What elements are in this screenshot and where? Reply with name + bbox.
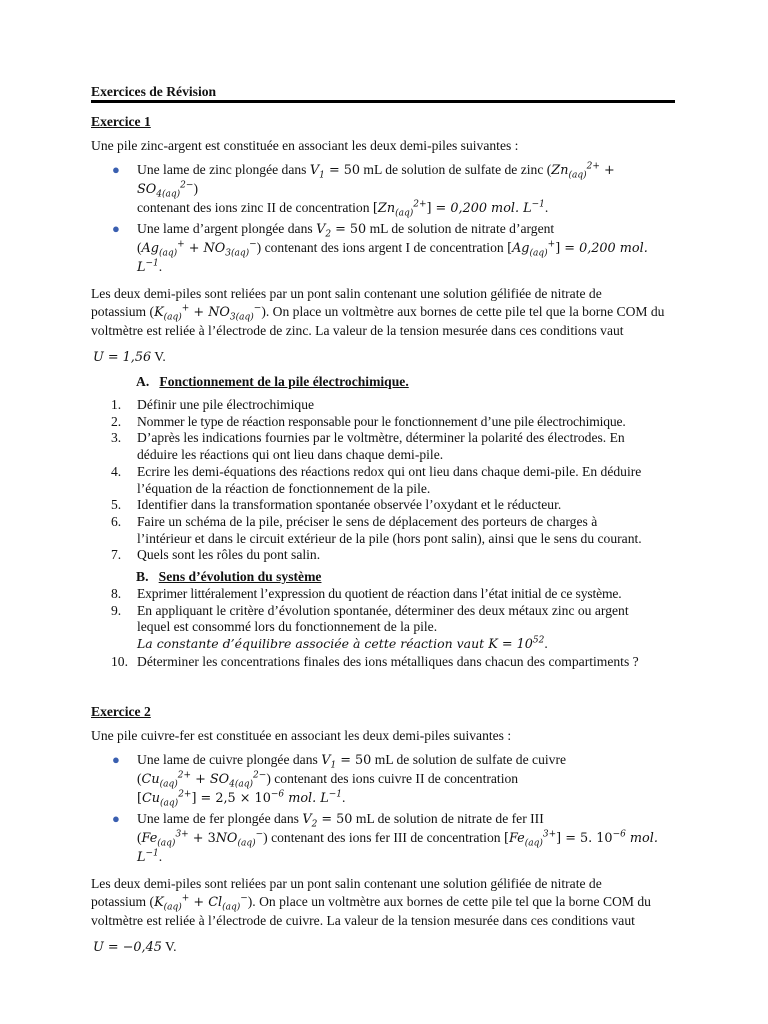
math-sup: −6 — [612, 829, 626, 840]
question-text: Identifier dans la transformation spontanée observée l’oxydant et le réducteur. — [137, 497, 562, 513]
bullet-icon: ● — [112, 221, 120, 236]
text: Les deux demi-piles sont reliées par un pont salin contenant une solution gélifiée de nitrate de — [91, 875, 602, 891]
question-text: Déterminer les concentrations finales des ions métalliques dans chacun des compartiments ? — [137, 653, 639, 669]
list-item: 5. Identifier dans la transformation spontanée observée l’oxydant et le réducteur. — [111, 497, 562, 513]
exercise-2-voltage — [91, 938, 675, 957]
section-letter: A. — [136, 374, 150, 389]
exercise-2-paragraph: Les deux demi-piles sont reliées par un pont salin contenant une solution gélifiée de nitrate de potassium $(K_{(aq)}^+ + Cl_{(aq)}^-)$. On place un voltmètre aux bornes de cette pile tel que la borne COM du voltmètre est reliée à l’électrode de cuivre. La valeur de la tension mesurée dans ces conditions vaut — [91, 875, 651, 928]
question-text: l’intérieur et dans le circuit extérieur de la pile (hors pont salin), ainsi que le sens du courant. — [137, 530, 642, 546]
math: mol. L — [284, 790, 329, 806]
math: Fe — [508, 830, 525, 846]
math-sup: 52 — [532, 635, 545, 646]
text: contenant des ions zinc II de concentration — [137, 200, 373, 215]
math: SO — [209, 771, 230, 787]
math: V — [316, 222, 326, 237]
math: mol. L — [137, 830, 658, 865]
math: Zn — [377, 201, 396, 216]
math: = 50 — [331, 222, 367, 237]
text: Une lame de cuivre plongée dans — [137, 751, 322, 767]
math: K — [154, 894, 164, 910]
exercise-1-intro: Une pile zinc-argent est constituée en associant les deux demi-piles suivantes : — [91, 138, 519, 153]
document-page — [91, 84, 675, 957]
bullet-icon: ● — [112, 810, 120, 826]
text: ) contenant des ions argent I de concentration — [256, 240, 508, 255]
section-b-heading — [91, 568, 675, 586]
question-text: Faire un schéma de la pile, préciser le sens de déplacement des porteurs de charges à — [137, 513, 598, 529]
section-a-heading — [91, 373, 675, 391]
math-sup: −1 — [328, 789, 343, 800]
text: Une lame d’argent plongée dans — [137, 221, 317, 236]
text: V. — [151, 349, 166, 364]
math: 0,200 mol. L — [137, 241, 648, 275]
text: Une lame de zinc plongée dans — [137, 162, 310, 177]
question-text: Nommer le type de réaction responsable pour le fonctionnement d’une pile électrochimique. — [137, 413, 626, 429]
math: Cu — [141, 771, 160, 787]
text: mL de solution de nitrate d’argent — [366, 221, 555, 236]
list-item: 9. En appliquant le critère d’évolution spontanée, déterminer des deux métaux zinc ou argent lequel est consommé lors du fonctionnement de la pile. La constante d’équilibre associée à cette réaction vaut $K = 10^{52}$. — [111, 602, 629, 653]
text: potassium ( — [91, 304, 155, 319]
section-letter: B. — [136, 569, 149, 585]
math: NO — [208, 305, 230, 320]
list-item: 2. Nommer le type de réaction responsable pour le fonctionnement d’une pile électrochimique. — [111, 413, 626, 429]
question-note: La constante d’équilibre associée à cette réaction vaut — [137, 636, 489, 652]
math-sub: 2 — [325, 229, 332, 240]
question-text: lequel est consommé lors du fonctionnement de la pile. — [137, 619, 438, 635]
math: V — [321, 752, 331, 768]
math: SO — [137, 182, 157, 197]
math: K — [154, 305, 164, 320]
bullet-icon: ● — [112, 751, 120, 767]
math: V — [302, 811, 312, 827]
math-sub: 1 — [319, 170, 325, 181]
math: = 50 — [336, 752, 372, 768]
text: mL de solution de sulfate de zinc ( — [360, 162, 552, 177]
math: Cl — [208, 894, 223, 910]
question-text: Définir une pile électrochimique — [137, 397, 315, 412]
math: 2,5 × 10 — [215, 790, 271, 806]
list-item: ● Une lame d’argent plongée dans $V_2 = 50$ mL de solution de nitrate d’argent $(Ag_{(aq)}^+ + NO_{3(aq)}^-)$ contenant des ions argent I de concentration $[Ag_{(aq)}^+] = 0,200$ mol. $L^{-1}$. — [112, 221, 648, 275]
math: = 50 — [324, 163, 361, 178]
list-item: ● Une lame de fer plongée dans $V_2 = 50$ mL de solution de nitrate de fer III $(Fe_{(aq)}^{3+} + 3NO_{(aq)}^-)$ contenant des ions fer III de concentration $[Fe_{(aq)}^{3+}] = 5$. $10^{-6}$ mol. $L^{-1}$. — [112, 810, 658, 865]
text: ). On place un voltmètre aux bornes de cette pile tel que la borne COM du — [247, 893, 651, 909]
math-sup: −1 — [531, 199, 545, 210]
text: potassium ( — [91, 893, 155, 909]
math: = 50 — [317, 811, 353, 827]
question-text: D’après les indications fournies par le voltmètre, déterminer la polarité des électrodes. En — [137, 430, 625, 446]
math: U = −0,45 — [93, 939, 162, 955]
math: NO — [215, 830, 238, 846]
text: V. — [161, 938, 177, 954]
exercise-2-half-cells — [91, 751, 675, 867]
exercise-1-paragraph: Les deux demi-piles sont reliées par un pont salin contenant une solution gélifiée de nitrate de potassium $(K_{(aq)}^+ + NO_{3(aq)}^-)$. On place un voltmètre aux bornes de cette pile tel que la borne COM du voltmètre est reliée à l’électrode de zinc. La valeur de la tension mesurée dans ces conditions vaut — [91, 286, 665, 338]
math: Ag — [141, 241, 159, 256]
exercise-1-title: Exercice 1 — [91, 114, 151, 129]
math: K = 10 — [488, 637, 533, 653]
list-item: 4. Ecrire les demi-équations des réactions redox qui ont lieu dans chaque demi-pile. En déduire l’équation de la réaction de fonctionnement de la pile. — [111, 463, 642, 496]
math: Fe — [141, 830, 158, 846]
list-item: 7. Quels sont les rôles du pont salin. — [111, 547, 321, 563]
list-item: 8. Exprimer littéralement l’expression du quotient de réaction dans l’état initial de ce système. — [111, 586, 622, 602]
question-text: l’équation de la réaction de fonctionnement de la pile. — [137, 480, 431, 496]
math-sub: 1 — [330, 760, 337, 771]
document-header: Exercices de Révision — [91, 84, 675, 103]
exercise-1-half-cells — [91, 161, 675, 277]
list-item: ● Une lame de cuivre plongée dans $V_1 = 50$ mL de solution de sulfate de cuivre $(Cu_{(aq)}^{2+} + SO_{4(aq)}^{2-})$ contenant des ions cuivre II de concentration $[Cu_{(aq)}^{2+}] = 2,5 \times 10^{-6}$ mol. $L^{-1}$. — [112, 751, 567, 809]
math-sub: 2 — [311, 819, 318, 830]
list-item: 10. Déterminer les concentrations finales des ions métalliques dans chacun des compartiments ? — [111, 653, 639, 669]
list-item: 3. D’après les indications fournies par le voltmètre, déterminer la polarité des électrodes. En déduire les réactions qui ont lieu dans chaque demi-pile. — [111, 430, 625, 463]
text: mL de solution de sulfate de cuivre — [371, 751, 567, 767]
math: Cu — [142, 790, 161, 806]
math: 0,200 mol. L — [450, 201, 532, 216]
question-text: Exprimer littéralement l’expression du quotient de réaction dans l’état initial de ce système. — [137, 586, 622, 602]
text: ). On place un voltmètre aux bornes de cette pile tel que la borne COM du — [261, 304, 665, 319]
math: 5. 10 — [580, 830, 613, 846]
exercise-2-intro: Une pile cuivre-fer est constituée en associant les deux demi-piles suivantes : — [91, 727, 512, 743]
question-text: En appliquant le critère d’évolution spontanée, déterminer des deux métaux zinc ou argent — [137, 602, 629, 618]
exercise-2-title: Exercice 2 — [91, 703, 151, 719]
section-b-questions — [91, 586, 675, 671]
math: NO — [203, 241, 226, 256]
text: ) contenant des ions fer III de concentration — [263, 829, 504, 845]
list-item: ● Une lame de zinc plongée dans $V_1 = 50$ mL de solution de sulfate de zinc $(Zn_{(aq)}^{2+} + SO_{4(aq)}^{2-})$ contenant des ions zinc II de concentration $[Zn_{(aq)}^{2+}] = 0,200$ mol. $L^{-1}$. — [112, 161, 615, 219]
section-title: Fonctionnement de la pile électrochimique. — [159, 374, 409, 389]
text: Une lame de fer plongée dans — [137, 810, 303, 826]
section-a-questions — [91, 397, 675, 564]
bullet-icon: ● — [112, 162, 120, 177]
question-text: déduire les réactions qui ont lieu dans chaque demi-pile. — [137, 447, 444, 463]
list-item: 1. Définir une pile électrochimique — [111, 397, 315, 412]
text: ) contenant des ions cuivre II de concentration — [266, 770, 519, 786]
math: Zn — [551, 163, 569, 178]
question-text: Ecrire les demi-équations des réactions redox qui ont lieu dans chaque demi-pile. En déduire — [137, 463, 642, 479]
math: V — [309, 163, 320, 178]
math-sup: −6 — [270, 789, 285, 800]
exercise-1-voltage — [91, 348, 675, 367]
math-sup: −1 — [145, 848, 159, 859]
list-item: 6. Faire un schéma de la pile, préciser le sens de déplacement des porteurs de charges à l’intérieur et dans le circuit extérieur de la pile (hors pont salin), ainsi que le sens du courant. — [111, 513, 642, 546]
math: U = 1,56 — [93, 350, 152, 365]
text: voltmètre est reliée à l’électrode de zinc. La valeur de la tension mesurée dans ces conditions vaut — [91, 323, 624, 338]
text: voltmètre est reliée à l’électrode de cuivre. La valeur de la tension mesurée dans ces conditions vaut — [91, 912, 635, 928]
text: Les deux demi-piles sont reliées par un pont salin contenant une solution gélifiée de nitrate de — [91, 286, 602, 301]
math-sup: −1 — [145, 258, 159, 269]
text: mL de solution de nitrate de fer III — [352, 810, 544, 826]
section-title: Sens d’évolution du système — [158, 569, 322, 585]
question-text: Quels sont les rôles du pont salin. — [137, 547, 321, 563]
math: Ag — [512, 241, 530, 256]
